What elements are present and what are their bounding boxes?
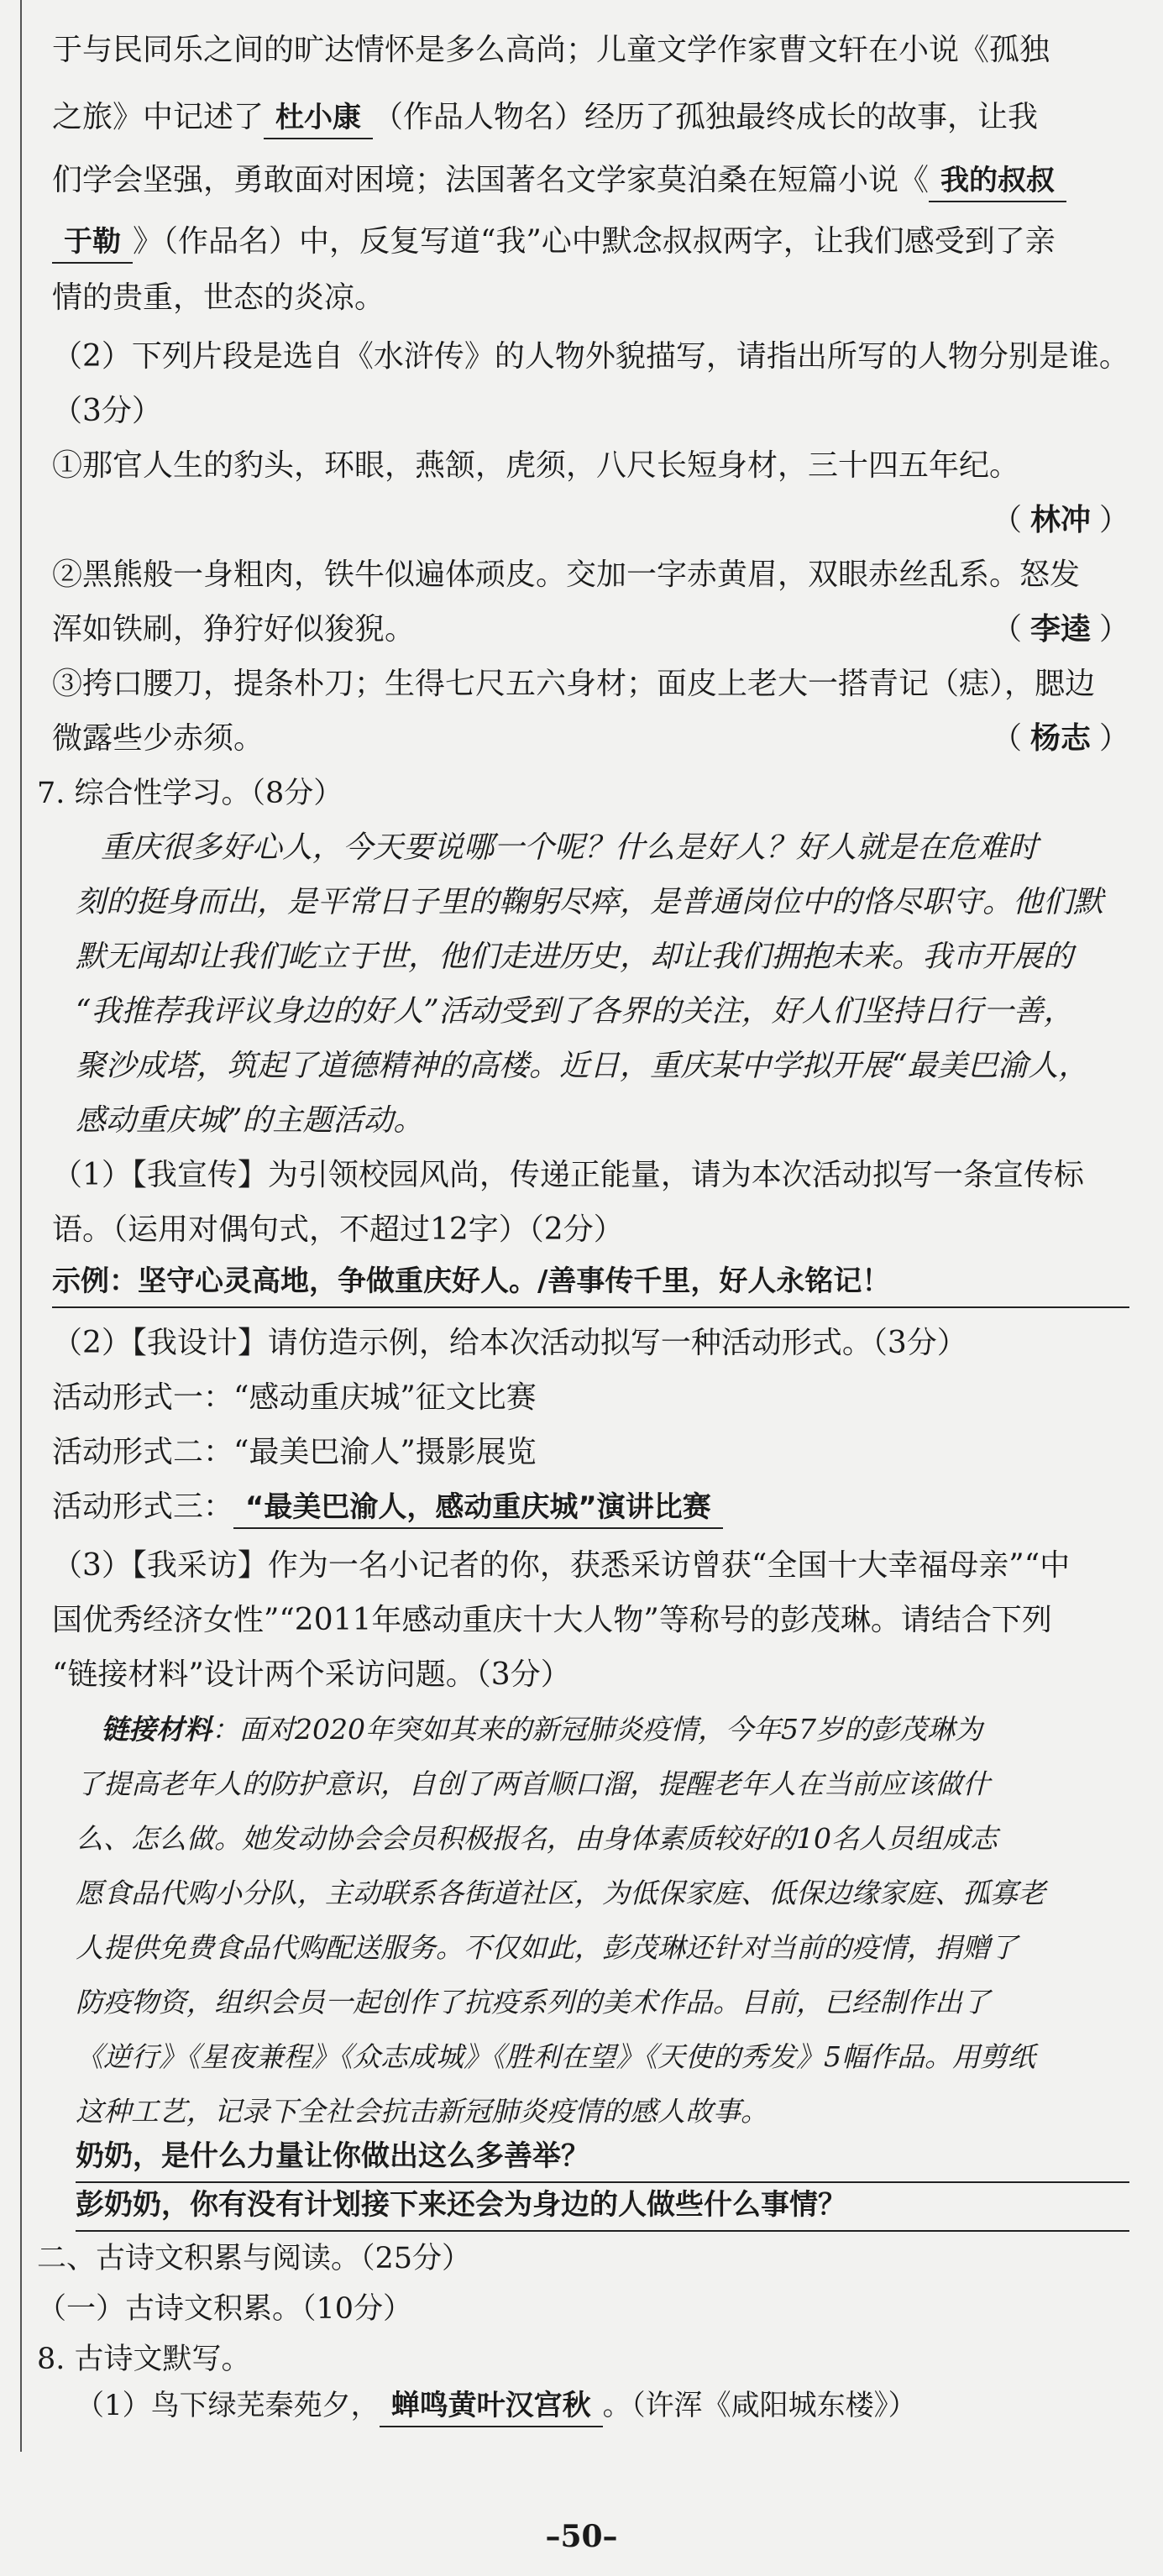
text-line: 于与民同乐之间的旷达情怀是多么高尚；儿童文学作家曹文轩在小说《孤独 [52,33,1050,67]
answer-interview-2: 彭奶奶，你有没有计划接下来还会为身边的人做些什么事情？ [76,2183,1129,2232]
score-text: （3分） [52,394,162,428]
activity-line [52,1482,1129,1532]
activity-line: 活动形式一：“感动重庆城”征文比赛 [52,1380,537,1415]
question-text: （1）【我宣传】为引领校园风尚，传递正能量，请为本次活动拟写一条宣传标 [52,1158,1084,1192]
text-span: 活动形式三： [52,1490,234,1524]
text-span: 》（作品名）中，反复写道“我”心中默念叔叔两字，让我们感受到了亲 [133,224,1056,259]
text-span: 之旅》中记述了 [52,100,265,134]
fill-line [76,2380,1129,2431]
excerpt-line: ①那官人生的豹头，环眼，燕颔，虎须，八尺长短身材，三十四五年纪。 [52,448,1020,483]
text-span: 们学会坚强，勇敢面对困境；法国著名文学家莫泊桑在短篇小说《 [52,163,930,197]
excerpt-line: 浑如铁刷，狰狞好似狻猊。 [52,612,416,647]
material-label: 链接材料 [101,1713,212,1746]
text-span: 。（许浑《咸阳城东楼》） [602,2389,917,2422]
excerpt-line: ③挎口腰刀，提条朴刀；生得七尺五六身材；面皮上老大一搭青记（痣），腮边 [52,667,1096,701]
passage-line: 刻的挺身而出，是平常日子里的鞠躬尽瘁，是普通岗位中的恪尽职守。他们默 [76,885,1104,919]
material-line [101,1704,1129,1755]
question-text: （2）【我设计】请仿造示例，给本次活动拟写一种活动形式。（3分） [52,1326,967,1360]
material-line: 么、怎么做。她发动协会会员积极报名，由身体素质较好的10名人员组成志 [76,1822,998,1855]
answer-text: 林冲 [1029,503,1091,537]
answer-yangzhi: （ 杨志 ） [991,721,1129,756]
material-line: 这种工艺，记录下全社会抗击新冠肺炎疫情的感人故事。 [76,2095,768,2128]
activity-line: 活动形式二：“最美巴渝人”摄影展览 [52,1435,537,1469]
question-text: 语。（运用对偶句式，不超过12字）（2分） [52,1212,624,1247]
question-heading: 8. 古诗文默写。 [37,2343,251,2376]
answer-story-title: 我的叔叔 [929,160,1066,202]
text-line: 情的贵重，世态的炎凉。 [52,280,385,315]
answer-linchong: （ 林冲 ） [991,503,1129,537]
text-line [52,92,1129,143]
text-line [52,155,1129,206]
section-heading: 二、古诗文积累与阅读。（25分） [37,2242,472,2275]
answer-text: 李逵 [1029,612,1091,647]
left-margin-rule [20,0,22,2452]
question-text: “链接材料”设计两个采访问题。（3分） [52,1657,571,1692]
text-span: （1）鸟下绿芜秦苑夕， [76,2389,380,2422]
passage-line: 聚沙成塔，筑起了道德精神的高楼。近日，重庆某中学拟开展“最美巴渝人， [76,1049,1089,1083]
answer-story-title-cont: 于勒 [52,222,133,264]
text-span: ：面对2020年突如其来的新冠肺炎疫情，今年57岁的彭茂琳为 [212,1713,982,1746]
question-heading: 7. 综合性学习。（8分） [37,777,343,810]
passage-line: 重庆很多好心人，今天要说哪一个呢？什么是好人？好人就是在危难时 [101,830,1039,865]
page-number: –50– [545,2519,618,2554]
material-line: 愿食品代购小分队，主动联系各街道社区，为低保家庭、低保边缘家庭、孤寡老 [76,1877,1045,1909]
material-line: 《逆行》《星夜兼程》《众志成城》《胜利在望》《天使的秀发》5幅作品。用剪纸 [76,2040,1035,2073]
answer-slogan: 示例：坚守心灵高地，争做重庆好人。/善事传千里，好人永铭记！ [52,1259,1129,1308]
answer-likui: （ 李逵 ） [991,612,1129,647]
answer-text: 杨志 [1029,721,1091,756]
question-text: 国优秀经济女性”“2011年感动重庆十大人物”等称号的彭茂琳。请结合下列 [52,1603,1052,1637]
question-text: （2）下列片段是选自《水浒传》的人物外貌描写，请指出所写的人物分别是谁。 [52,339,1129,374]
material-line: 了提高老年人的防护意识，自创了两首顺口溜，提醒老年人在当前应该做什 [76,1767,990,1800]
passage-line: 感动重庆城”的主题活动。 [76,1103,424,1138]
excerpt-line: ②黑熊般一身粗肉，铁牛似遍体顽皮。交加一字赤黄眉，双眼赤丝乱系。怒发 [52,558,1081,592]
answer-interview-1: 奶奶，是什么力量让你做出这么多善举？ [76,2134,1129,2183]
subsection-heading: （一）古诗文积累。（10分） [37,2292,413,2326]
text-span: （作品人物名）经历了孤独最终成长的故事，让我 [373,100,1039,134]
answer-activity: “最美巴渝人，感动重庆城”演讲比赛 [233,1487,723,1529]
material-line: 人提供免费食品代购配送服务。不仅如此，彭茂琳还针对当前的疫情，捐赠了 [76,1931,1018,1964]
material-line: 防疫物资，组织会员一起创作了抗疫系列的美术作品。目前，已经制作出了 [76,1986,990,2018]
passage-line: “我推荐我评议身边的好人”活动受到了各界的关注，好人们坚持日行一善， [76,994,1074,1029]
answer-fill-1: 蝉鸣黄叶汉宫秋 [380,2385,603,2427]
question-text: （3）【我采访】作为一名小记者的你，获悉采访曾获“全国十大幸福母亲”“中 [52,1548,1071,1583]
answer-character-name: 杜小康 [264,97,373,139]
excerpt-line: 微露些少赤须。 [52,721,265,756]
passage-line: 默无闻却让我们屹立于世，他们走进历史，却让我们拥抱未来。我市开展的 [76,940,1074,974]
text-line [52,217,1129,267]
